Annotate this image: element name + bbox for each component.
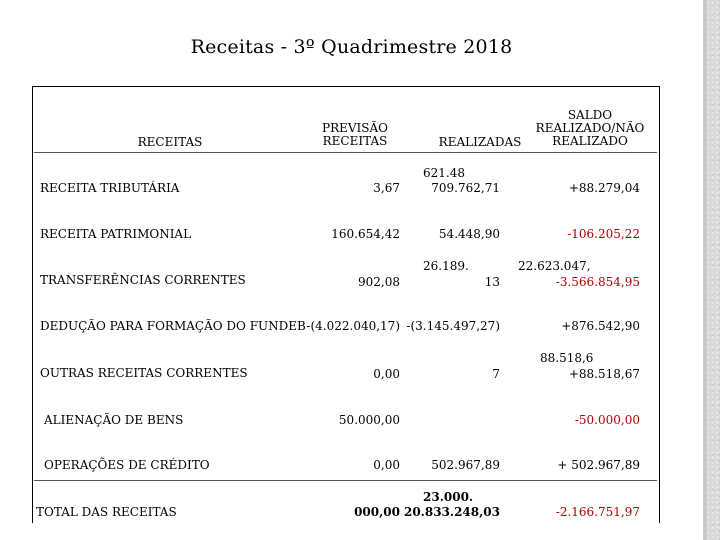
- row-label: OUTRAS RECEITAS CORRENTES: [40, 366, 248, 380]
- total-previsao: 000,00: [354, 505, 400, 519]
- header-realizadas-label: REALIZADAS: [438, 135, 522, 149]
- header-previsao-line1: PREVISÃO: [322, 121, 388, 135]
- row-previsao: 160.654,42: [331, 227, 400, 241]
- total-realizadas-top: 23.000.: [423, 490, 474, 504]
- row-realizadas-top-left: 26.189.: [423, 259, 469, 273]
- row-realizadas: 54.448,90: [438, 227, 500, 241]
- row-label: RECEITA TRIBUTÁRIA: [40, 181, 180, 195]
- header-saldo: [525, 109, 655, 148]
- row-previsao: 0,00: [373, 458, 400, 472]
- row-realizadas-top-right: 22.623.047,: [518, 259, 591, 273]
- total-label: TOTAL DAS RECEITAS: [36, 505, 177, 519]
- total-saldo: -2.166.751,97: [555, 505, 640, 519]
- row-realizadas-top: 621.48: [423, 166, 465, 180]
- row-label: ALIENAÇÃO DE BENS: [44, 413, 184, 427]
- row-realizadas: 13: [484, 275, 500, 289]
- row-previsao: -(4.022.040,17): [306, 319, 400, 333]
- row-saldo: +88.518,67: [568, 367, 640, 381]
- header-divider: [34, 152, 657, 153]
- row-saldo: + 502.967,89: [557, 458, 640, 472]
- total-divider: [34, 480, 657, 481]
- row-saldo: +88.279,04: [568, 181, 640, 195]
- row-label: DEDUÇÃO PARA FORMAÇÃO DO FUNDEB: [40, 319, 306, 333]
- page-title: Receitas - 3º Quadrimestre 2018: [190, 36, 513, 58]
- row-previsao: 50.000,00: [338, 413, 400, 427]
- header-saldo-line2: REALIZADO/NÃO: [535, 121, 645, 135]
- total-realizadas: 20.833.248,03: [403, 505, 500, 519]
- row-saldo: -3.566.854,95: [555, 275, 640, 289]
- row-saldo: -106.205,22: [567, 227, 640, 241]
- row-previsao: 902,08: [358, 275, 400, 289]
- row-previsao: 3,67: [373, 181, 400, 195]
- row-saldo: +876.542,90: [561, 319, 640, 333]
- header-saldo-line3: REALIZADO: [552, 134, 628, 148]
- row-realizadas: 7: [492, 367, 500, 381]
- row-realizadas: -(3.145.497,27): [406, 319, 500, 333]
- row-previsao: 0,00: [373, 367, 400, 381]
- header-previsao: [300, 122, 410, 148]
- header-previsao-line2: RECEITAS: [322, 134, 388, 148]
- row-label: TRANSFERÊNCIAS CORRENTES: [40, 273, 246, 287]
- row-saldo: -50.000,00: [574, 413, 640, 427]
- slide-edge: [703, 0, 707, 540]
- header-saldo-line1: SALDO: [567, 108, 613, 122]
- header-receitas-label: RECEITAS: [137, 135, 203, 149]
- row-label: RECEITA PATRIMONIAL: [40, 227, 192, 241]
- header-receitas: [110, 136, 230, 149]
- row-realizadas: 502.967,89: [431, 458, 500, 472]
- row-realizadas-top: 88.518,6: [540, 351, 594, 365]
- header-realizadas: [420, 136, 540, 149]
- row-label: OPERAÇÕES DE CRÉDITO: [44, 458, 210, 472]
- row-realizadas: 709.762,71: [431, 181, 500, 195]
